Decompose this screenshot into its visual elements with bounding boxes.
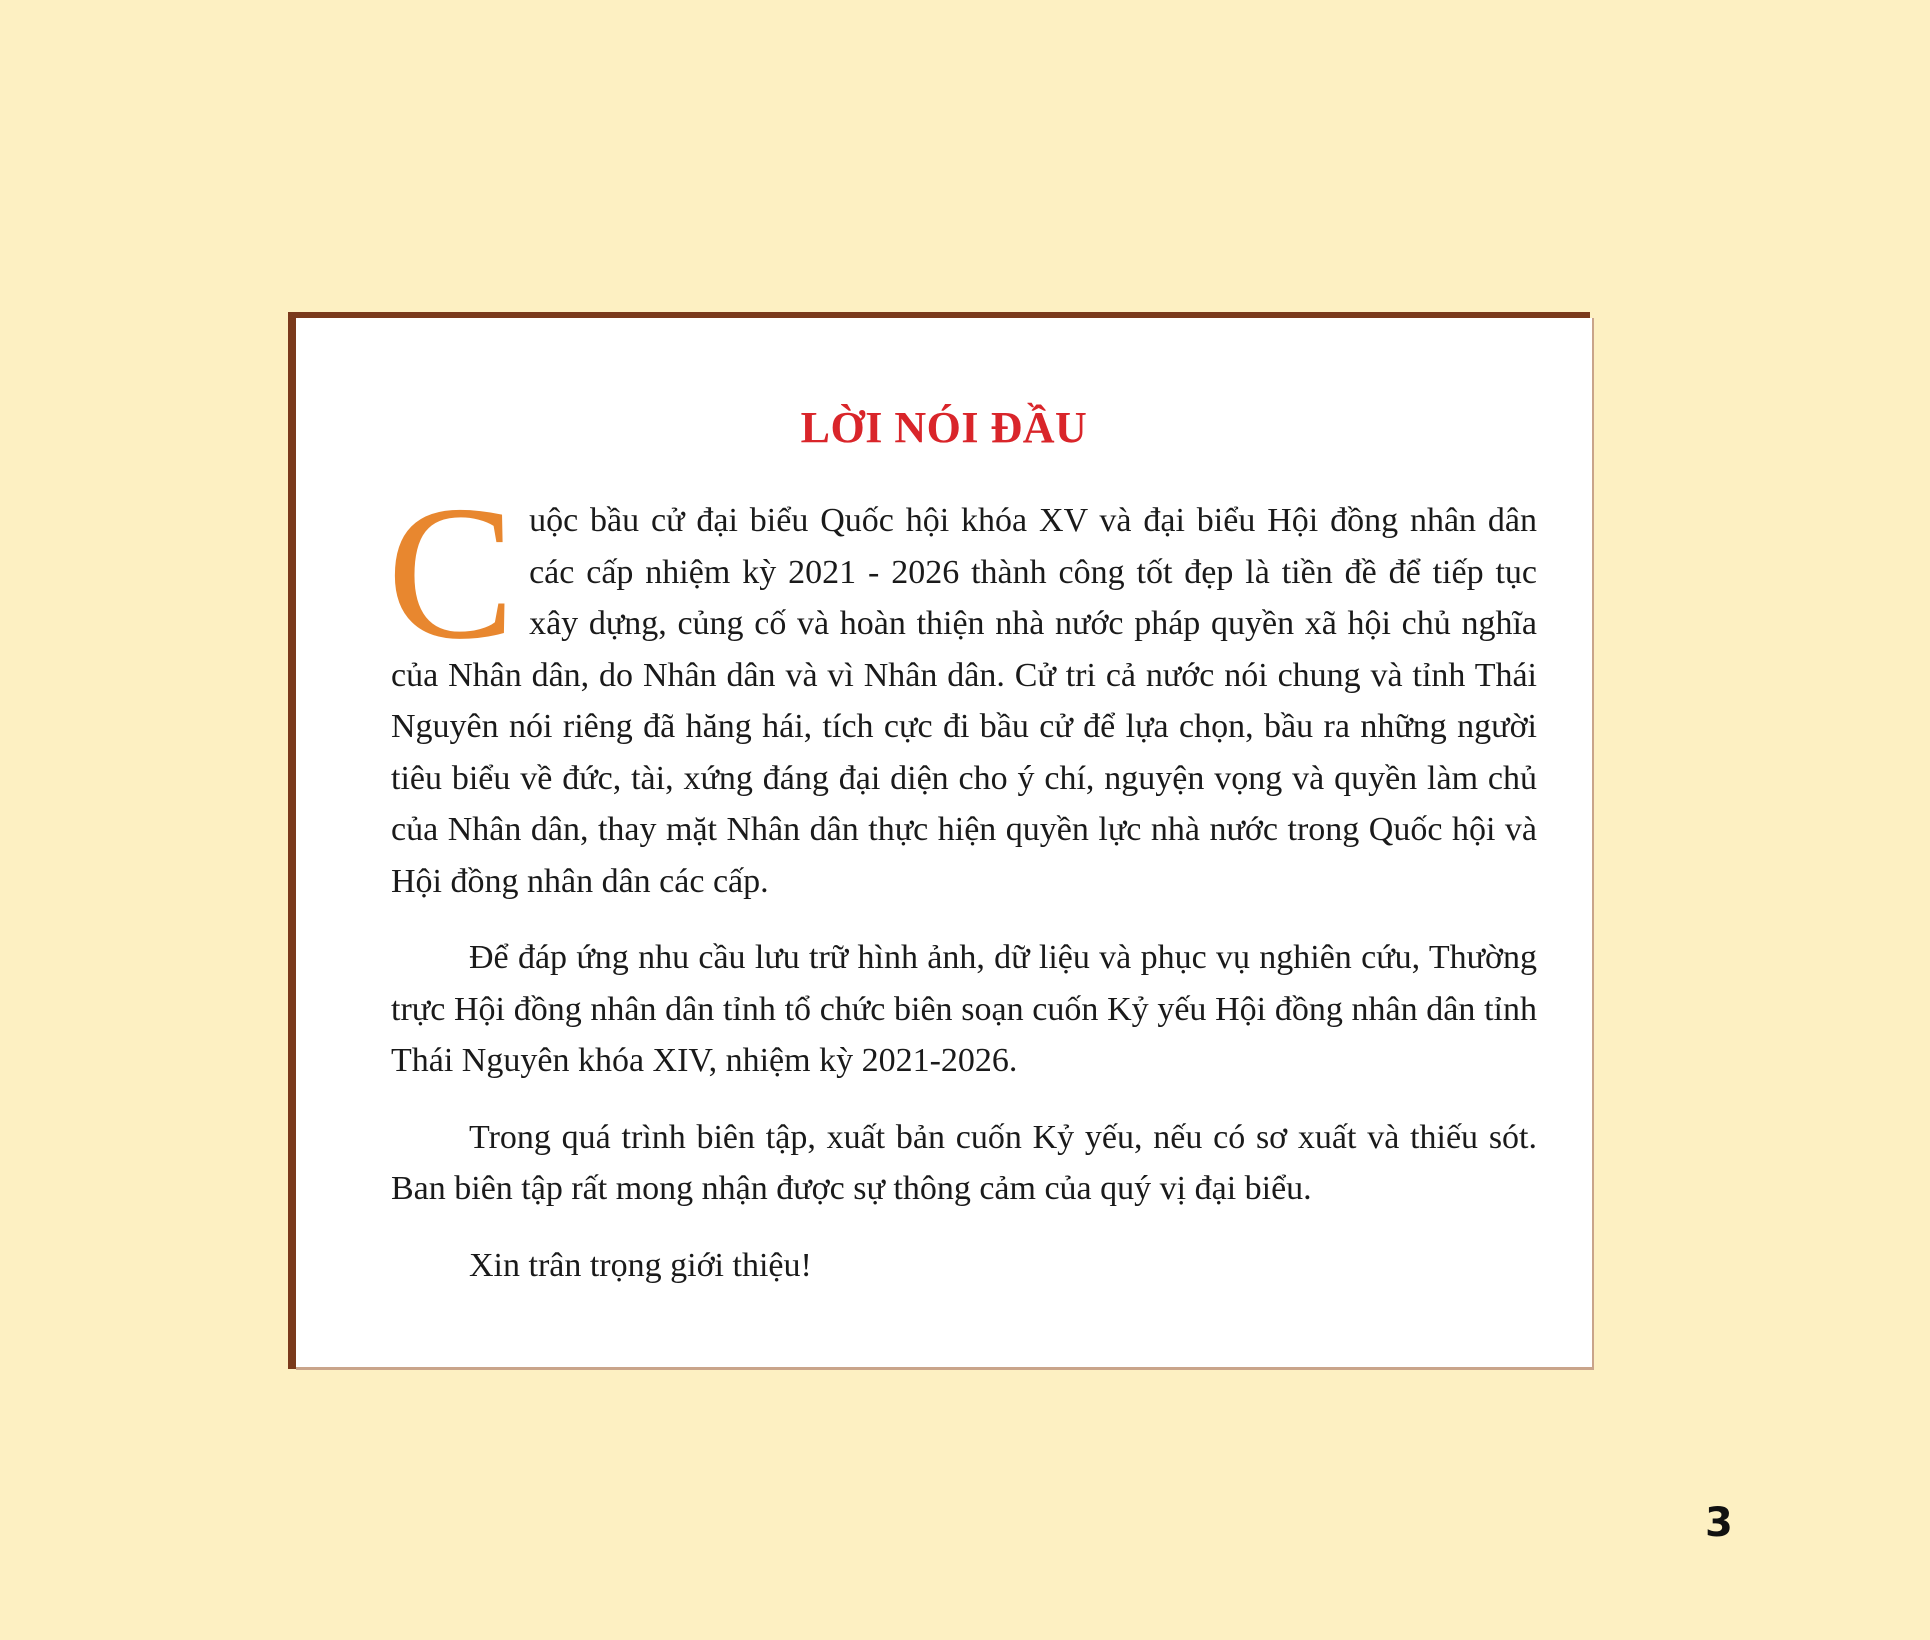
page-title: LỜI NÓI ĐẦU	[800, 403, 1088, 452]
page-number: 3	[1705, 1500, 1733, 1546]
paragraph-3: Trong quá trình biên tập, xuất bản cuốn Kỷ yếu, nếu có sơ xuất và thiếu sót. Ban biên tập rất mong nhận được sự thông cảm của quý vị đại biểu.	[391, 1118, 1537, 1207]
preface-body	[387, 466, 1537, 1291]
paragraph-1-text: uộc bầu cử đại biểu Quốc hội khóa XV và đại biểu Hội đồng nhân dân các cấp nhiệm kỳ 2021 - 2026 thành công tốt đẹp là tiền đề để tiếp tục xây dựng, củng cố và hoàn thiện nhà nước pháp quyền xã hội chủ nghĩa của Nhân dân, do Nhân dân và vì Nhân dân. Cử tri cả nước nói chung và tỉnh Thái Nguyên nói riêng đã hăng hái, tích cực đi bầu cử để lựa chọn, bầu ra những người tiêu biểu về đức, tài, xứng đáng đại diện cho ý chí, nguyện vọng và quyền làm chủ của Nhân dân, thay mặt Nhân dân thực hiện quyền lực nhà nước trong Quốc hội và Hội đồng nhân dân các cấp.	[391, 502, 1537, 900]
paragraph-closing: Xin trân trọng giới thiệu!	[469, 1246, 812, 1284]
preface-card	[296, 318, 1594, 1370]
paragraph-1	[387, 466, 1537, 907]
drop-cap: C	[387, 466, 516, 679]
paragraph-2: Để đáp ứng nhu cầu lưu trữ hình ảnh, dữ liệu và phục vụ nghiên cứu, Thường trực Hội đồng nhân dân tỉnh tổ chức biên soạn cuốn Kỷ yếu Hội đồng nhân dân tỉnh Thái Nguyên khóa XIV, nhiệm kỳ 2021-2026.	[391, 939, 1537, 1079]
